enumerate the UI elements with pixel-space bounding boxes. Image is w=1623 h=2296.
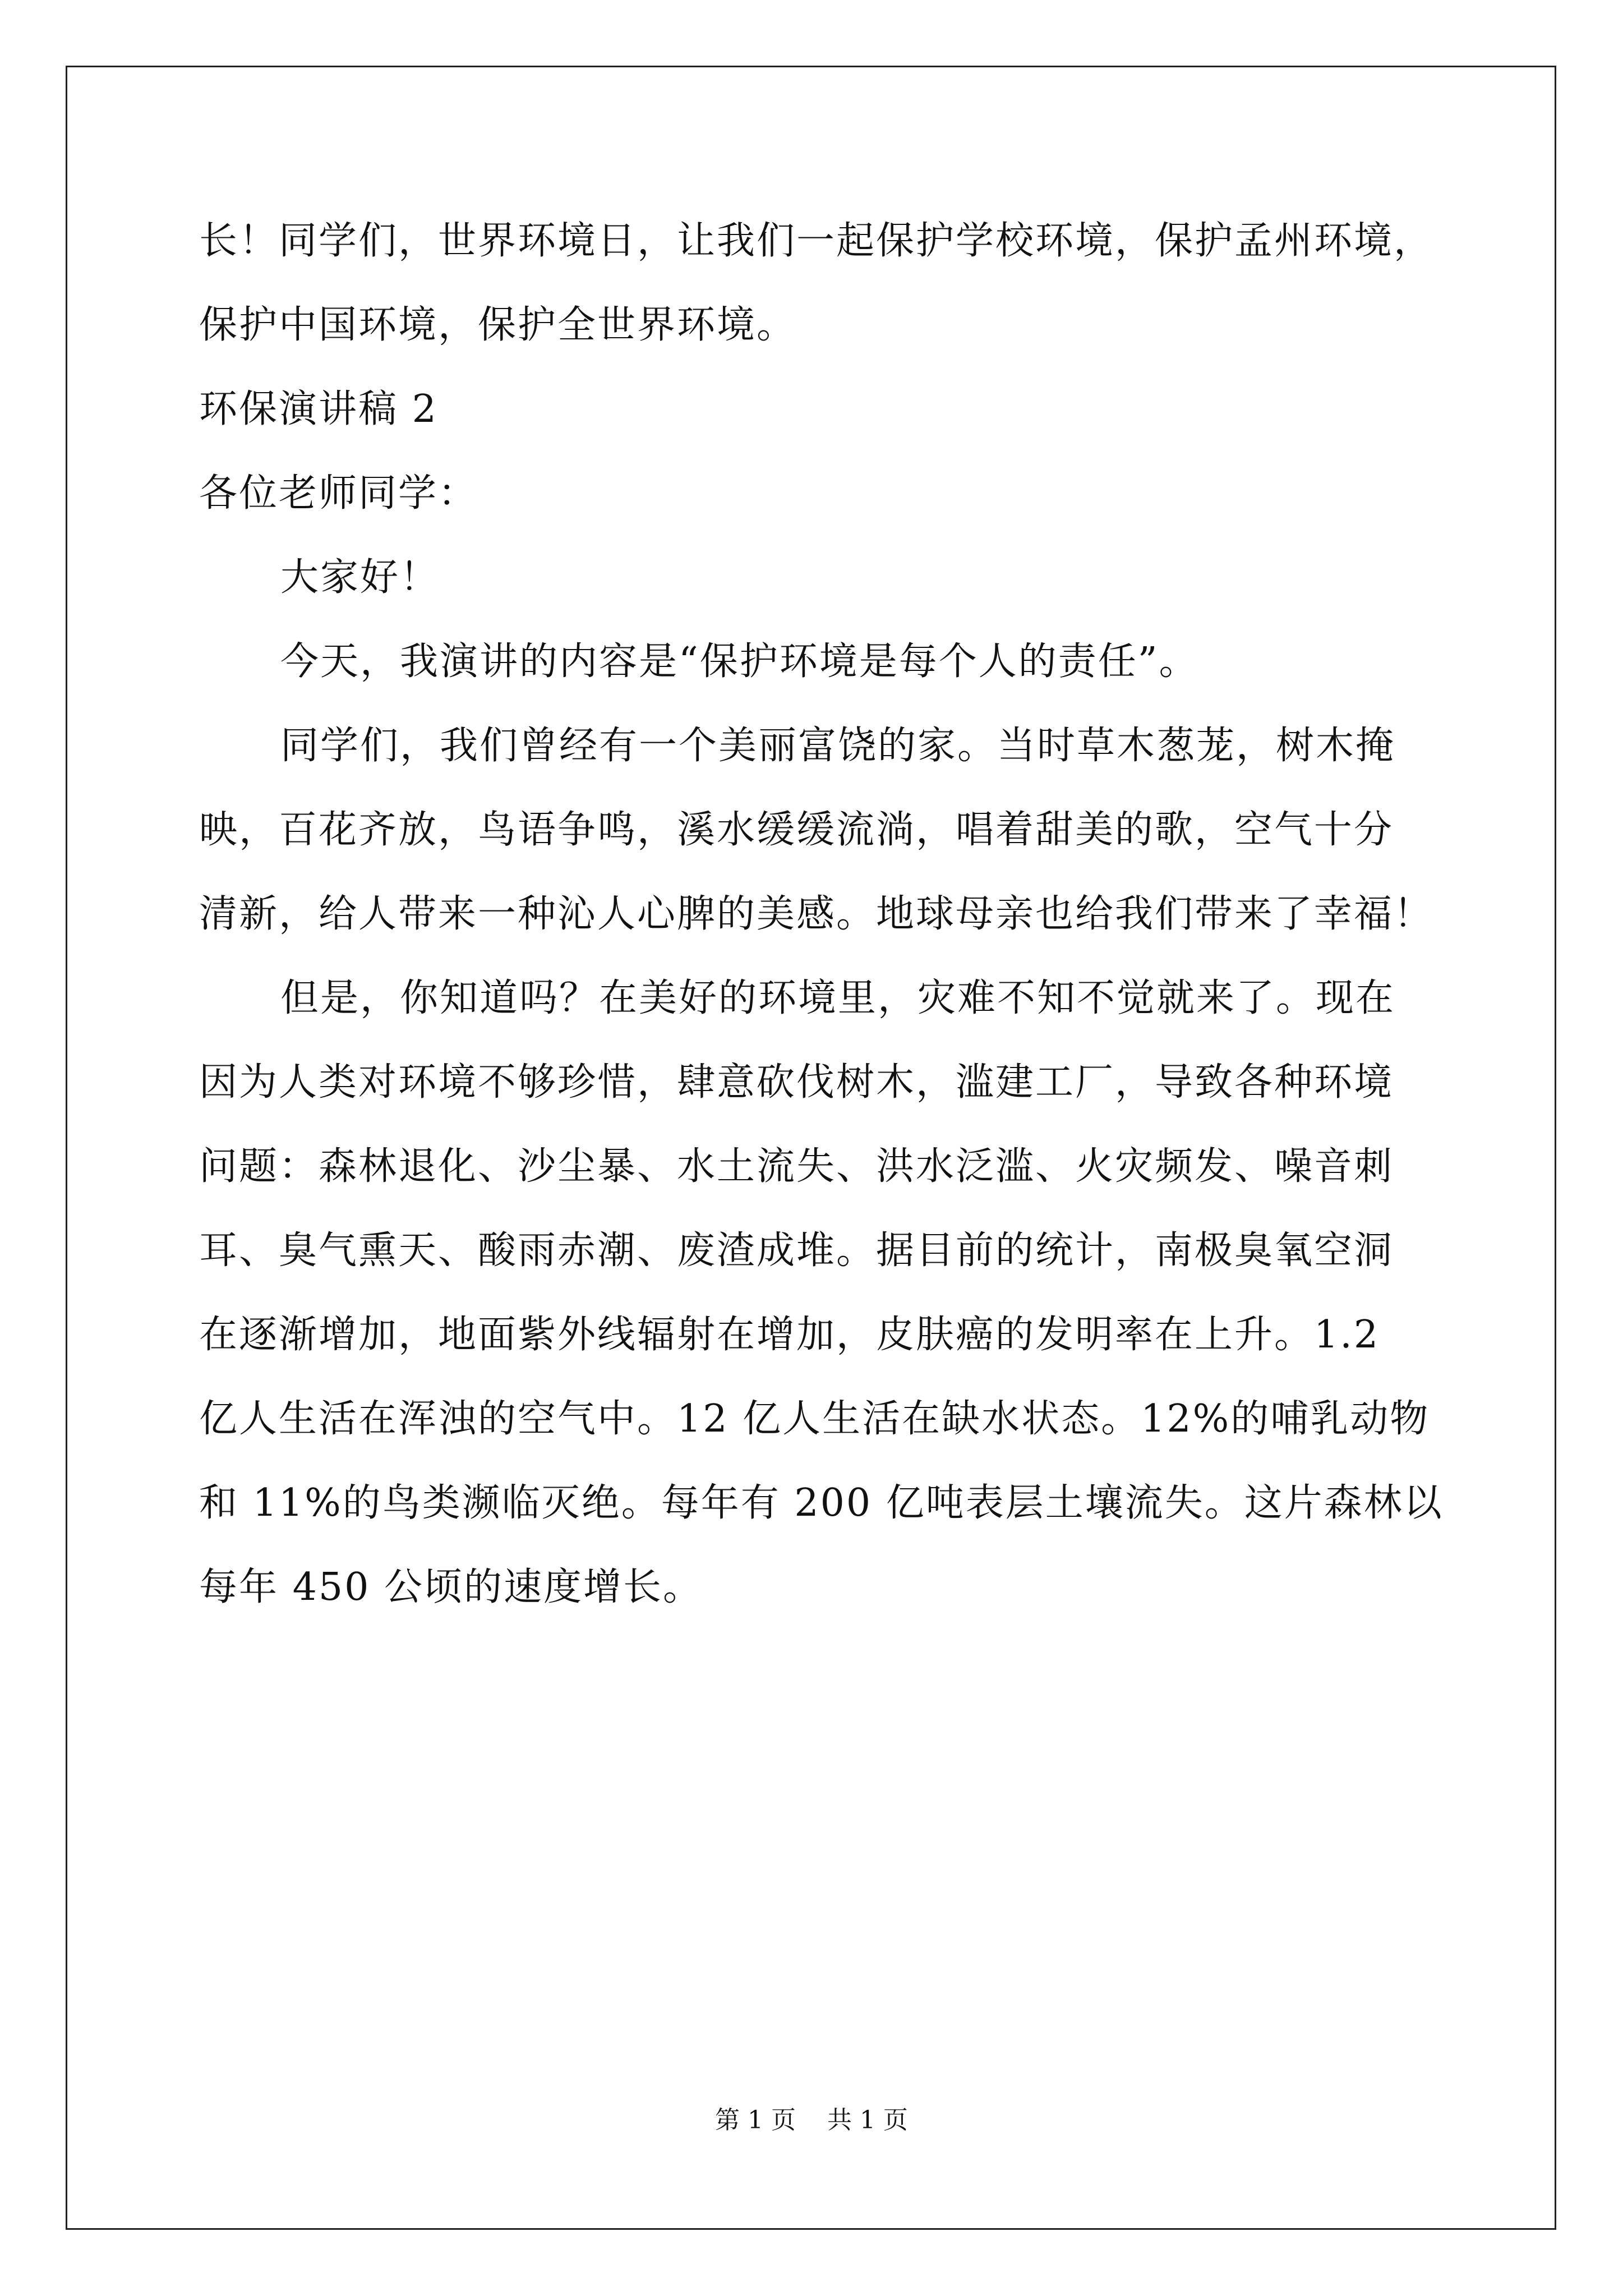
paragraph-start: 同学们，我们曾经有一个美丽富饶的家。当时草木葱茏，树木掩	[280, 724, 1396, 768]
text-line: 耳、臭气熏天、酸雨赤潮、废渣成堆。据目前的统计，南极臭氧空洞	[199, 1228, 1394, 1273]
salutation: 各位老师同学：	[199, 471, 478, 516]
text-line: 在逐渐增加，地面紫外线辐射在增加，皮肤癌的发明率在上升。1.2	[199, 1313, 1380, 1357]
text-line: 长！同学们，世界环境日，让我们一起保护学校环境，保护孟州环境，	[199, 219, 1434, 263]
paragraph-start: 今天，我演讲的内容是“保护环境是每个人的责任”。	[280, 639, 1199, 684]
text-line: 问题：森林退化、沙尘暴、水土流失、洪水泛滥、火灾频发、噪音刺	[199, 1144, 1394, 1189]
page-footer: 第 1 页 共 1 页	[715, 2106, 908, 2134]
paragraph-start: 但是，你知道吗？在美好的环境里，灾难不知不觉就来了。现在	[280, 976, 1396, 1020]
text-line: 和 11%的鸟类濒临灭绝。每年有 200 亿吨表层土壤流失。这片森林以	[199, 1481, 1444, 1525]
text-line: 清新，给人带来一种沁人心脾的美感。地球母亲也给我们带来了幸福！	[199, 892, 1434, 936]
text-line: 保护中国环境，保护全世界环境。	[199, 303, 797, 347]
text-line: 映，百花齐放，鸟语争鸣，溪水缓缓流淌，唱着甜美的歌，空气十分	[199, 808, 1394, 852]
document-body	[199, 199, 1444, 1630]
text-line: 因为人类对环境不够珍惜，肆意砍伐树木，滥建工厂，导致各种环境	[199, 1060, 1394, 1105]
text-line: 每年 450 公顷的速度增长。	[199, 1565, 703, 1609]
text-line: 亿人生活在浑浊的空气中。12 亿人生活在缺水状态。12%的哺乳动物	[199, 1397, 1430, 1441]
section-heading: 环保演讲稿 2	[199, 387, 438, 431]
greeting-paragraph: 大家好！	[280, 555, 440, 600]
